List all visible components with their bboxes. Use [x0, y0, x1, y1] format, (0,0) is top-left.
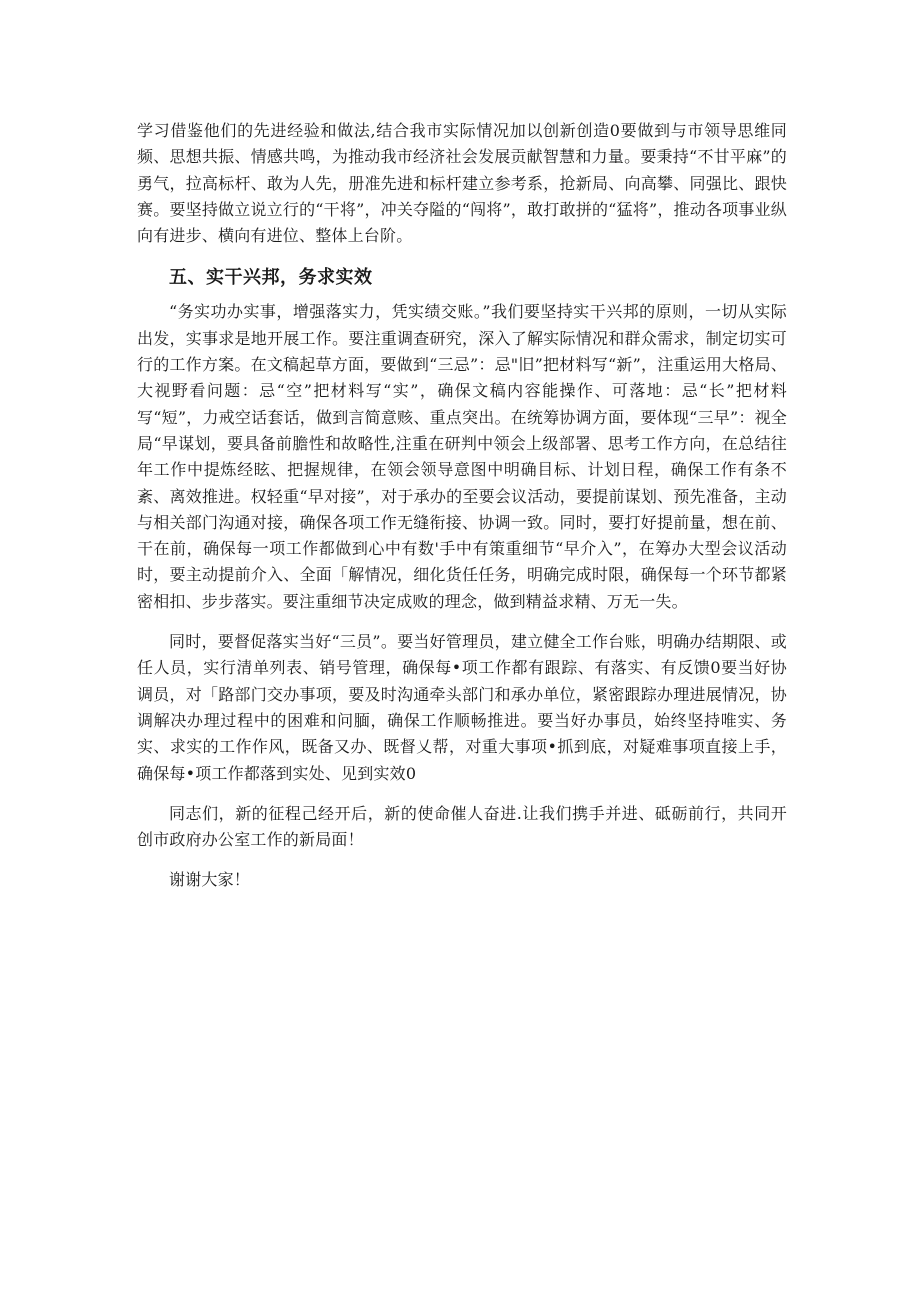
closing-line: 谢谢大家！ [169, 870, 251, 890]
body-paragraph-1: “务实功办实事，增强落实力，凭实绩交账。”我们要坚持实干兴邦的原则，一切从实际出发，实事求是地开展工作。要注重调查研究，深入了解实际情况和群众需求，制定切实可行的工作方案。在文稿起草方面，要做到“三忌”：忌"旧”把材料写“新”，注重运用大格局、大视野看问题：忌“空”把材料写“实”，确保文稿内容能操作、可落地：忌“长”把材料写“短”，力戒空话套话，做到言简意赅、重点突出。在统筹协调方面，要体现“三早”：视全局“早谋划，要具备前膽性和故略性,注重在研判中领会上级部署、思考工作方向，在总结往年工作中提炼经眩、把握规律，在领会领导意图中明确目标、计划日程，确保工作有条不紊、离效推进。权轻重“早对接”，对于承办的至要会议活动，要提前谋划、预先准备，主动与相关部门沟通对接，确保各项工作无缝衔接、协调一致。同时，要打好提前量，想在前、干在前，确保每一项工作都做到心中有数'手中有策重细节“早介入”，在筹办大型会议活动时，要主动提前介入、全面「解情况，细化货任任务，明确完成时限，确保每一个环节都紧密相扣、步步落实。要注重细节决定成败的理念，做到精益求精、万无一失。 [137, 302, 787, 611]
document-page [137, 118, 787, 894]
body-paragraph-2: 同时，要督促落实当好“三员”。要当好管理员，建立健全工作台账，明确办结期限、或任人员，实行清单列表、销号管理，确保每•项工作都有跟踪、有落实、有反馈0要当好协调员，对「路部门交办事项，要及时沟通牵头部门和承办单位，紧密跟踪办理进展情况，协调解决办理过程中的困难和问腼，确保工作顺畅推进。要当好办事员，始终坚持唯实、务实、求实的工作作风，既备又办、既督乂帮，对重大事项•抓到底，对疑难事项直接上手，确保每•项工作都落到实处、见到实效0 [137, 632, 787, 783]
intro-paragraph: 学习借鉴他们的先进经验和做法,结合我市实际情况加以创新创造0要做到与市领导思维同频、思想共振、情感共鸣，为推动我市经济社会发展贡献智慧和力量。要秉持“不甘平麻”的勇气，拉高标杆、敢为人先，册准先进和标杆建立参考系，抢新局、向高攀、同强比、跟快赛。要坚持做立说立行的“干将”，冲关夺隘的“闯将”，敢打敢拼的“猛将”，推动各项事业纵向有进步、横向有进位、整体上台阶。 [137, 121, 787, 246]
section-heading: 五、实干兴邦，务求实效 [169, 267, 373, 289]
body-paragraph-3: 同志们，新的征程己经开后，新的使命催人奋进.让我们携手并进、砥砺前行，共同开创市政府办公室工作的新局面！ [137, 803, 787, 850]
